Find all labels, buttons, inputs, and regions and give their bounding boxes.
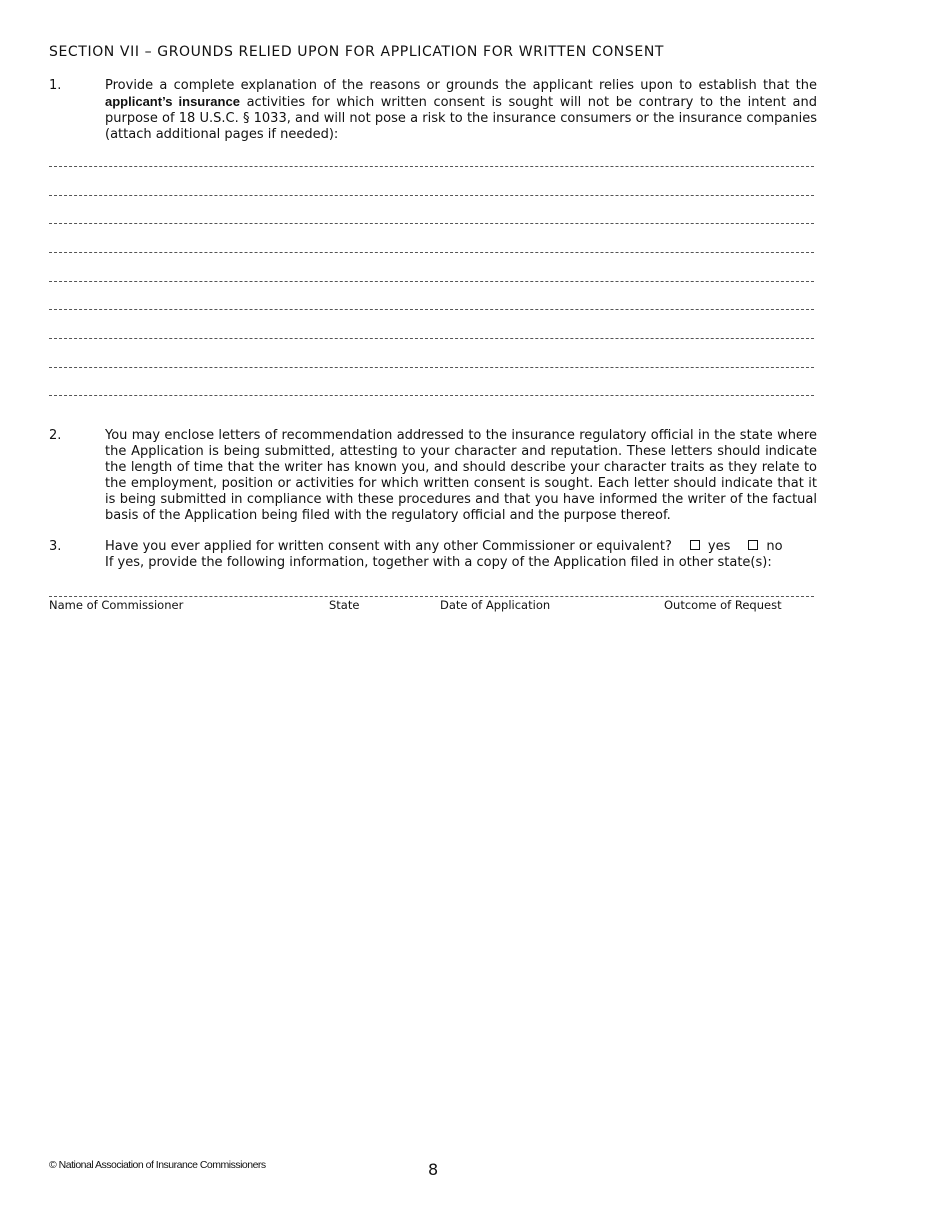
answer-line-4[interactable] (49, 252, 814, 253)
item-3-question: Have you ever applied for written consent with any other Commissioner or equivalent? (105, 539, 672, 554)
item-1-number: 1. (49, 78, 62, 93)
item-1-text (105, 78, 817, 143)
answer-line-1[interactable] (49, 166, 814, 167)
answer-line-2[interactable] (49, 195, 814, 196)
answer-line-3[interactable] (49, 223, 814, 224)
footer-copyright: © National Association of Insurance Commissioners (49, 1159, 266, 1171)
page-number: 8 (428, 1160, 439, 1179)
item-3-question-row (105, 539, 817, 555)
label-date-of-application: Date of Application (440, 598, 551, 612)
item-2-number: 2. (49, 428, 62, 443)
other-state-entry-line[interactable] (49, 596, 814, 597)
answer-line-7[interactable] (49, 338, 814, 339)
item-1-text-bold: applicant’s insurance (105, 94, 240, 109)
label-name-of-commissioner: Name of Commissioner (49, 598, 184, 612)
item-3-number: 3. (49, 539, 62, 554)
answer-line-9[interactable] (49, 395, 814, 396)
item-1-text-start: Provide a complete explanation of the reasons or grounds the applicant relies upon to establish that the (105, 78, 817, 93)
answer-line-6[interactable] (49, 309, 814, 310)
yes-checkbox[interactable] (690, 540, 700, 550)
answer-line-8[interactable] (49, 367, 814, 368)
no-label: no (766, 539, 783, 554)
item-1-text-end: activities for which written consent is sought will not be contrary to the intent and purpose of 18 U.S.C. § 1033, and will not pose a risk to the insurance consumers or the insurance companies (attach additional pages if needed): (105, 95, 818, 142)
no-checkbox[interactable] (748, 540, 758, 550)
yes-label: yes (707, 539, 731, 554)
label-state: State (329, 598, 360, 612)
answer-line-5[interactable] (49, 281, 814, 282)
item-3-block (105, 539, 817, 571)
item-3-followup: If yes, provide the following information, together with a copy of the Application filed in other state(s): (105, 555, 772, 570)
section-title: SECTION VII – GROUNDS RELIED UPON FOR APPLICATION FOR WRITTEN CONSENT (49, 44, 665, 60)
item-2-text: You may enclose letters of recommendation addressed to the insurance regulatory official in the state where the Application is being submitted, attesting to your character and reputation. These letters should indicate the length of time that the writer has known you, and should describe your character traits as they relate to the employment, position or activities for which written consent is sought. Each letter should indicate that it is being submitted in compliance with these procedures and that you have informed the writer of the factual basis of the Application being filed with the regulatory official and the purpose thereof. (105, 428, 817, 523)
label-outcome-of-request: Outcome of Request (664, 598, 782, 612)
